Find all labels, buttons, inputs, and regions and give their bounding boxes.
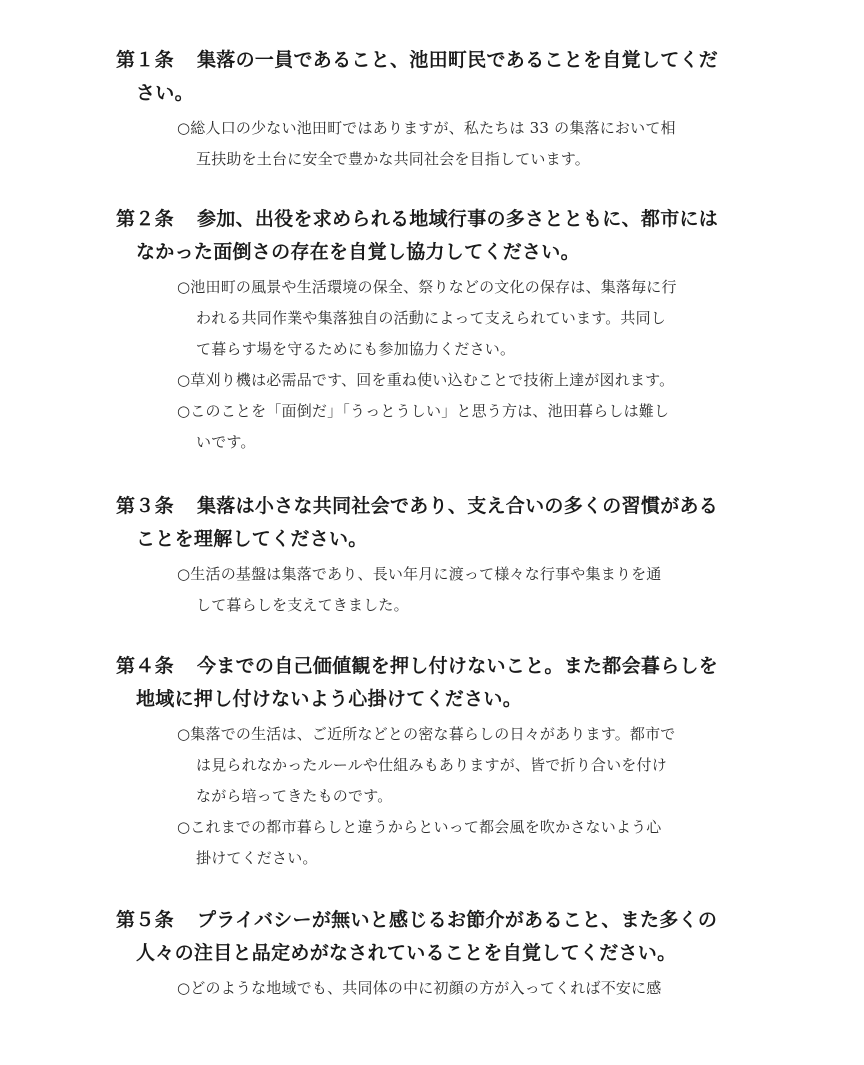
article-items [177,272,747,458]
list-item [177,113,747,175]
article-heading-line: ことを理解してください。 [136,528,368,550]
article-number: 第５条 [116,909,174,931]
article-heading-line: 参加、出役を求められる地域行事の多さとともに、都市には [197,208,719,230]
item-line: は見られなかったルールや仕組みもありますが、皆で折り合いを付け [196,756,667,774]
article-heading-line: 人々の注目と品定めがなされていることを自覚してください。 [136,942,677,964]
article-number: 第２条 [116,208,174,230]
article-heading-line: プライバシーが無いと感じるお節介があること、また多くの [197,909,718,931]
article-items [177,559,747,621]
article-heading-line: 地域に押し付けないよう心掛けてください。 [136,688,523,710]
article-heading-line: さい。 [136,82,194,104]
item-line: ○総人口の少ない池田町ではありますが、私たちは 33 の集落において相 [177,119,676,137]
article-3 [0,490,864,621]
article-heading-line: なかった面倒さの存在を自覚し協力してください。 [136,241,580,263]
item-line: われる共同作業や集落独自の活動によって支えられています。共同し [196,309,667,327]
article-1 [0,44,864,175]
article-title [116,904,746,970]
item-line: ○これまでの都市暮らしと違うからといって都会風を吹かさないよう心 [177,818,662,836]
article-title [116,44,746,110]
item-line: 互扶助を土台に安全で豊かな共同社会を目指しています。 [196,150,591,168]
article-title [116,650,746,716]
article-items [177,973,747,1004]
item-line: いです。 [196,433,256,451]
article-title [116,203,746,269]
article-heading-line: 集落の一員であること、池田町民であることを自覚してくだ [197,49,719,71]
list-item [177,719,747,812]
article-5 [0,904,864,1004]
article-number: 第１条 [116,49,174,71]
list-item [177,365,747,396]
list-item [177,272,747,365]
article-title [116,490,746,556]
article-number: 第３条 [116,495,174,517]
item-line: 掛けてください。 [196,849,318,867]
article-number: 第４条 [116,655,174,677]
item-line: て暮らす場を守るためにも参加協力ください。 [196,340,516,358]
item-line: ○このことを「面倒だ」「うっとうしい」と思う方は、池田暮らしは難し [177,402,670,420]
article-heading-line: 集落は小さな共同社会であり、支え合いの多くの習慣がある [197,495,719,517]
article-items [177,113,747,175]
list-item [177,559,747,621]
list-item [177,396,747,458]
article-4 [0,650,864,874]
article-2 [0,203,864,458]
item-line: ○どのような地域でも、共同体の中に初顔の方が入ってくれば不安に感 [177,979,662,997]
item-line: ○集落での生活は、ご近所などとの密な暮らしの日々があります。都市で [177,725,676,743]
item-line: ○池田町の風景や生活環境の保全、祭りなどの文化の保存は、集落毎に行 [177,278,677,296]
item-line: ○生活の基盤は集落であり、長い年月に渡って様々な行事や集まりを通 [177,565,662,583]
article-heading-line: 今までの自己価値観を押し付けないこと。また都会暮らしを [197,655,719,677]
item-line: して暮らしを支えてきました。 [196,596,409,614]
item-line: ながら培ってきたものです。 [196,787,393,805]
list-item [177,973,747,1004]
item-line: ○草刈り機は必需品です、回を重ね使い込むことで技術上達が図れます。 [177,371,675,389]
list-item [177,812,747,874]
article-items [177,719,747,874]
